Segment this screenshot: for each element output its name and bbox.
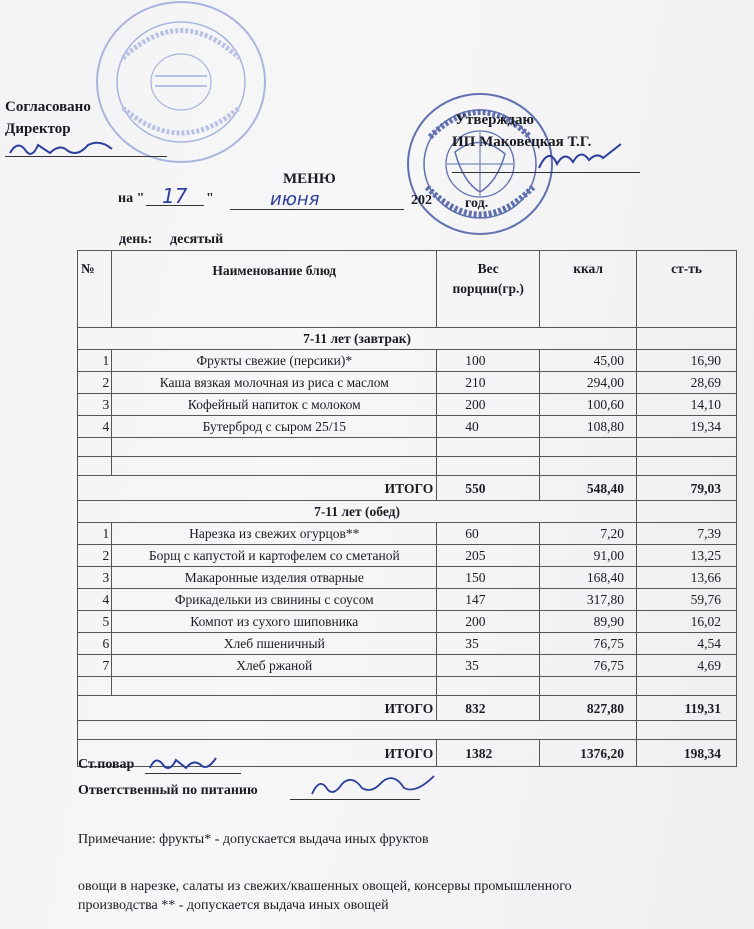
row-weight: 147 <box>437 589 540 611</box>
row-number: 1 <box>78 350 112 372</box>
school-stamp <box>93 0 269 166</box>
date-prefix: на " <box>118 191 145 206</box>
row-weight: 205 <box>437 545 540 567</box>
empty-row <box>78 457 737 476</box>
grand-total-kcal: 1376,20 <box>540 740 637 767</box>
row-cost: 4,69 <box>637 655 737 677</box>
date-month: июня <box>270 189 320 210</box>
row-cost: 16,90 <box>637 350 737 372</box>
row-cost: 28,69 <box>637 372 737 394</box>
row-kcal: 45,00 <box>540 350 637 372</box>
col-weight-header-line2: порции(гр.) <box>452 281 524 296</box>
total-label: ИТОГО <box>78 696 437 721</box>
row-number: 1 <box>78 523 112 545</box>
director-signature <box>8 135 118 166</box>
approver-signature <box>535 140 625 179</box>
grand-total-label: ИТОГО <box>78 740 437 767</box>
row-name: Каша вязкая молочная из риса с маслом <box>112 372 437 394</box>
row-kcal: 294,00 <box>540 372 637 394</box>
row-name: Бутерброд с сыром 25/15 <box>112 416 437 438</box>
table-row <box>78 350 737 372</box>
chef-label: Ст.повар <box>78 757 135 772</box>
table-header-row <box>78 251 737 328</box>
date-day-line <box>146 205 204 206</box>
agreed-label: Согласовано <box>5 99 91 115</box>
row-number: 6 <box>78 633 112 655</box>
menu-table <box>77 250 737 767</box>
row-name: Хлеб ржаной <box>112 655 437 677</box>
row-cost: 13,66 <box>637 567 737 589</box>
row-number: 2 <box>78 372 112 394</box>
section-title: 7-11 лет (завтрак) <box>78 328 637 350</box>
row-name: Кофейный напиток с молоком <box>112 394 437 416</box>
row-name: Нарезка из свежих огурцов** <box>112 523 437 545</box>
row-weight: 210 <box>437 372 540 394</box>
row-cost: 13,25 <box>637 545 737 567</box>
menu-title: МЕНЮ <box>283 171 336 187</box>
col-number-header: № <box>78 251 112 328</box>
row-weight: 200 <box>437 611 540 633</box>
table-row <box>78 633 737 655</box>
table-row <box>78 372 737 394</box>
row-kcal: 317,80 <box>540 589 637 611</box>
row-number: 3 <box>78 567 112 589</box>
total-cost: 79,03 <box>637 476 737 501</box>
empty-row <box>78 721 737 740</box>
date-year-suffix: год. <box>465 196 489 211</box>
total-cost: 119,31 <box>637 696 737 721</box>
row-weight: 150 <box>437 567 540 589</box>
row-name: Фрикадельки из свинины с соусом <box>112 589 437 611</box>
row-kcal: 7,20 <box>540 523 637 545</box>
row-name: Борщ с капустой и картофелем со сметаной <box>112 545 437 567</box>
col-kcal-header: ккал <box>540 251 637 328</box>
table-row <box>78 416 737 438</box>
date-year: 202 <box>411 193 432 208</box>
section-row <box>78 501 737 523</box>
row-name: Макаронные изделия отварные <box>112 567 437 589</box>
approve-label: Утверждаю <box>455 112 534 128</box>
row-name: Фрукты свежие (персики)* <box>112 350 437 372</box>
total-label: ИТОГО <box>78 476 437 501</box>
row-cost: 14,10 <box>637 394 737 416</box>
chef-signature <box>146 752 218 779</box>
total-weight: 832 <box>437 696 540 721</box>
date-day: 17 <box>162 184 188 208</box>
col-name-header: Наименование блюд <box>112 251 437 328</box>
row-kcal: 76,75 <box>540 655 637 677</box>
row-weight: 100 <box>437 350 540 372</box>
date-quote: " <box>206 191 214 206</box>
row-weight: 200 <box>437 394 540 416</box>
row-weight: 40 <box>437 416 540 438</box>
row-cost: 4,54 <box>637 633 737 655</box>
row-kcal: 91,00 <box>540 545 637 567</box>
table-row <box>78 611 737 633</box>
row-number: 3 <box>78 394 112 416</box>
empty-row <box>78 677 737 696</box>
table-row <box>78 394 737 416</box>
note-vegetables-cont: производства ** - допускается выдача иных овощей <box>78 898 389 913</box>
row-cost: 19,34 <box>637 416 737 438</box>
row-kcal: 76,75 <box>540 633 637 655</box>
row-number: 7 <box>78 655 112 677</box>
note-vegetables: овощи в нарезке, салаты из свежих/квашенных овощей, консервы промышленного <box>78 879 572 894</box>
row-cost: 16,02 <box>637 611 737 633</box>
row-number: 4 <box>78 416 112 438</box>
row-name: Хлеб пшеничный <box>112 633 437 655</box>
row-number: 5 <box>78 611 112 633</box>
total-row <box>78 696 737 721</box>
table-row <box>78 545 737 567</box>
director-label: Директор <box>5 121 71 137</box>
row-number: 4 <box>78 589 112 611</box>
col-cost-header: ст-ть <box>637 251 737 328</box>
col-weight-header <box>437 251 540 328</box>
approver-name: ИП Маковецкая Т.Г. <box>452 134 592 150</box>
total-kcal: 827,80 <box>540 696 637 721</box>
row-weight: 35 <box>437 655 540 677</box>
total-row <box>78 476 737 501</box>
responsible-label: Ответственный по питанию <box>78 783 258 798</box>
row-kcal: 89,90 <box>540 611 637 633</box>
row-kcal: 108,80 <box>540 416 637 438</box>
row-kcal: 168,40 <box>540 567 637 589</box>
row-weight: 60 <box>437 523 540 545</box>
grand-total-weight: 1382 <box>437 740 540 767</box>
row-cost: 7,39 <box>637 523 737 545</box>
col-weight-header-line1: Вес <box>477 261 499 276</box>
table-row <box>78 567 737 589</box>
day-label: день: <box>119 232 153 247</box>
total-weight: 550 <box>437 476 540 501</box>
row-name: Компот из сухого шиповника <box>112 611 437 633</box>
responsible-signature <box>308 770 438 805</box>
row-kcal: 100,60 <box>540 394 637 416</box>
empty-row <box>78 438 737 457</box>
total-kcal: 548,40 <box>540 476 637 501</box>
row-cost: 59,76 <box>637 589 737 611</box>
section-row <box>78 328 737 350</box>
date-month-line <box>230 209 404 210</box>
table-row <box>78 655 737 677</box>
section-title: 7-11 лет (обед) <box>78 501 637 523</box>
note-fruits: Примечание: фрукты* - допускается выдача иных фруктов <box>78 832 429 847</box>
grand-total-cost: 198,34 <box>637 740 737 767</box>
row-number: 2 <box>78 545 112 567</box>
day-value: десятый <box>170 232 224 247</box>
table-row <box>78 589 737 611</box>
table-row <box>78 523 737 545</box>
row-weight: 35 <box>437 633 540 655</box>
